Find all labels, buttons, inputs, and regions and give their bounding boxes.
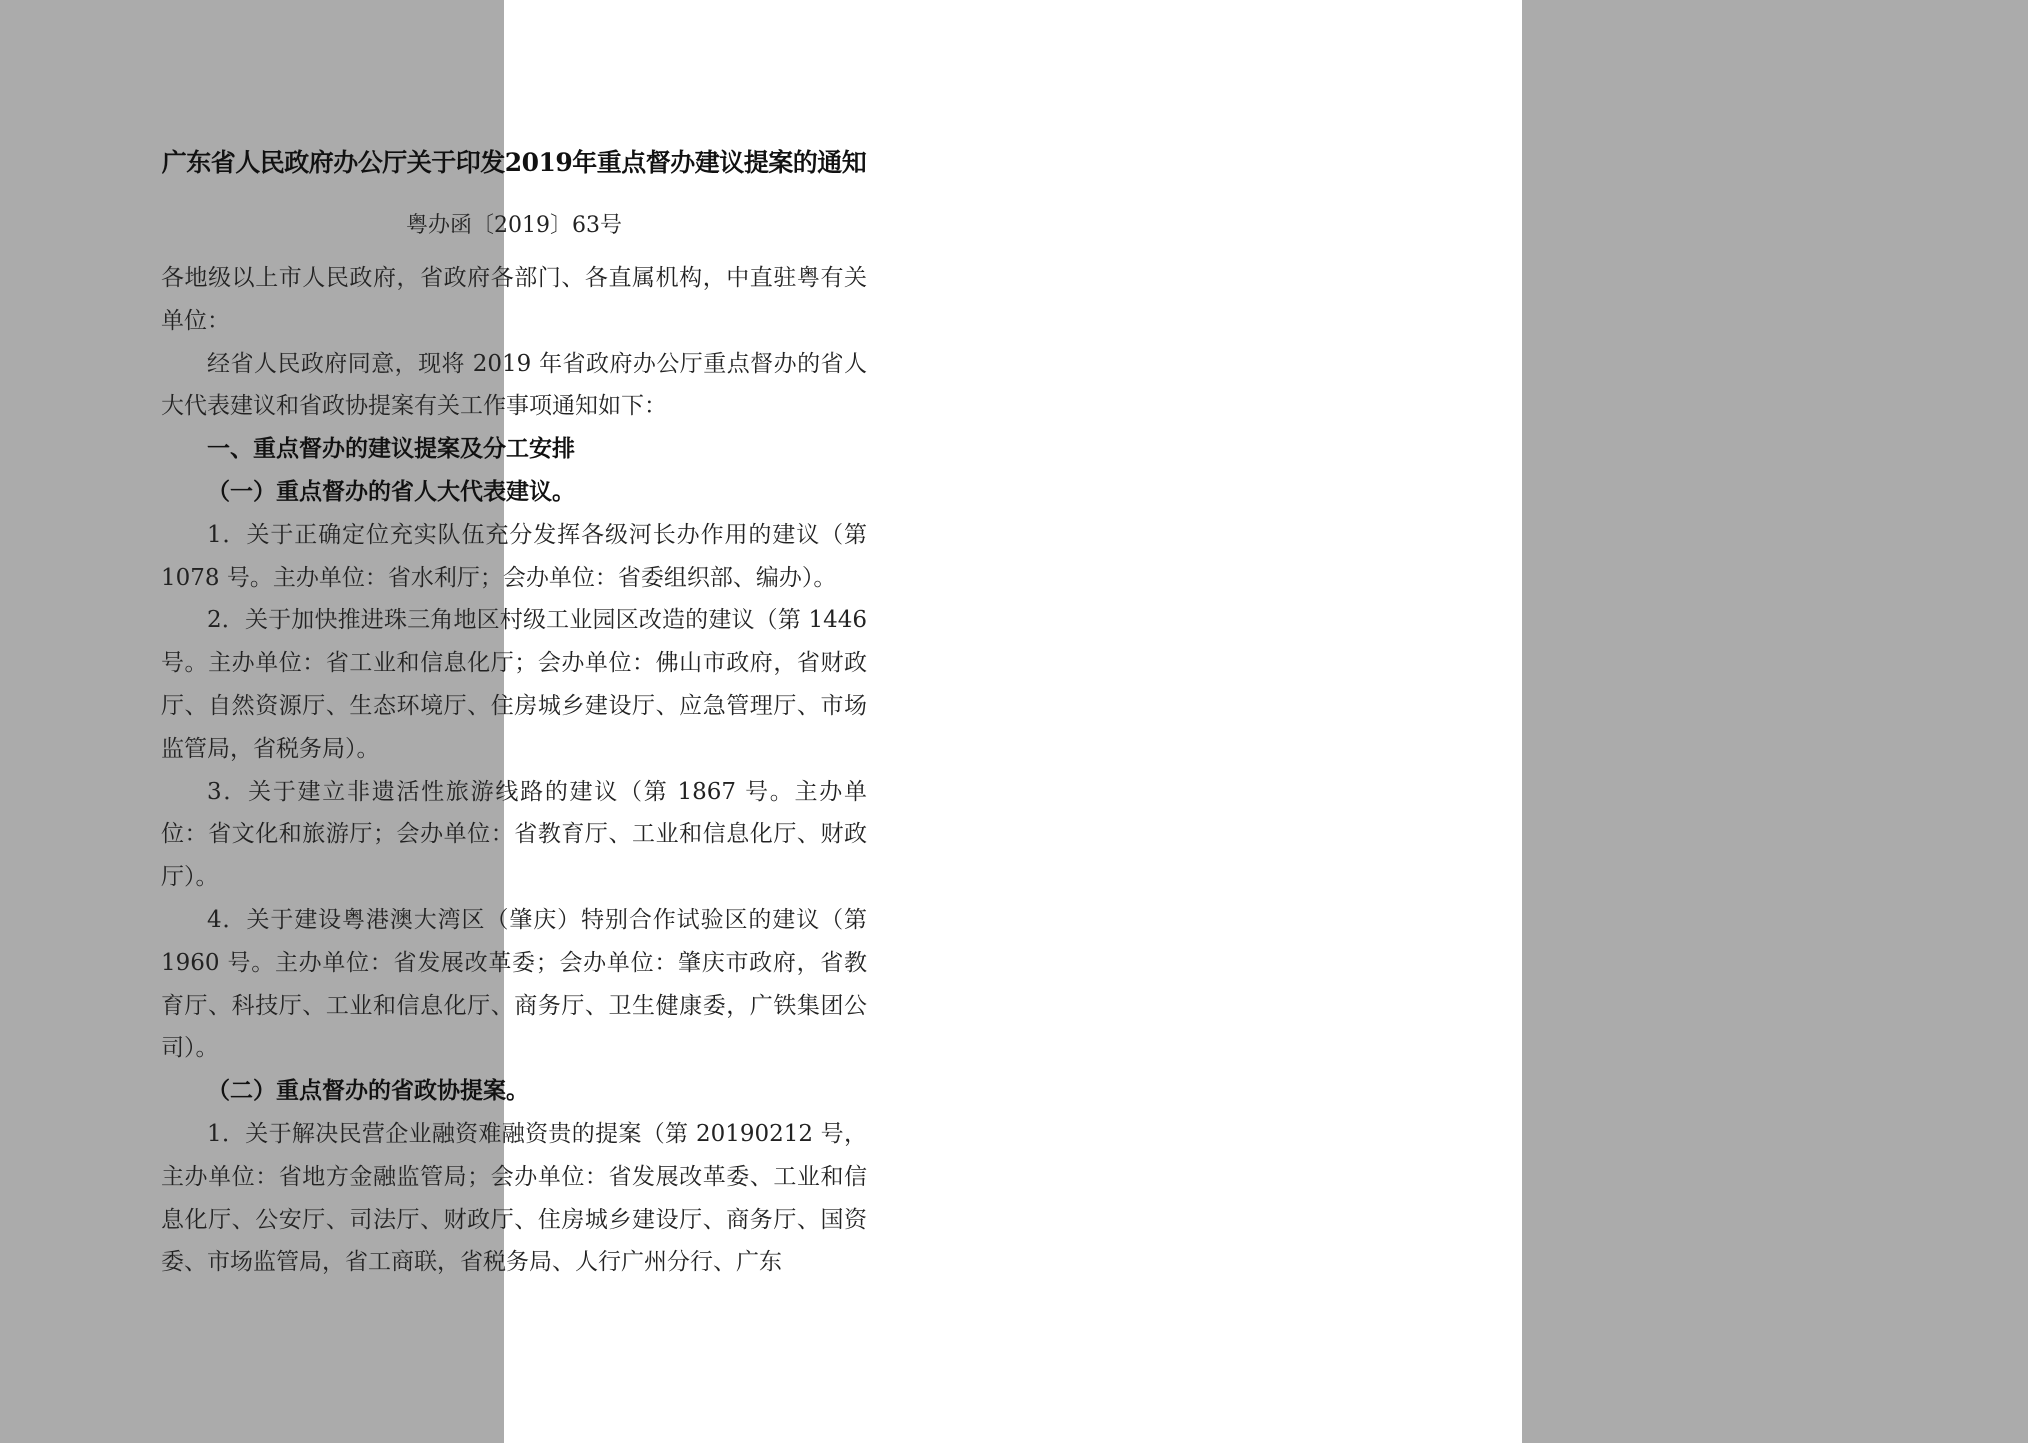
document-title: 广东省人民政府办公厅关于印发2019年重点督办建议提案的通知 [161,148,867,177]
section-heading: 一、重点督办的建议提案及分工安排 [207,435,575,463]
list-item: 3．关于建立非遗活性旅游线路的建议（第 1867 号。主办单位：省文化和旅游厅；会办单位：省教育厅、工业和信息化厅、财政厅）。 [161,778,867,891]
intro-paragraph: 经省人民政府同意，现将 2019 年省政府办公厅重点督办的省人大代表建议和省政协提案有关工作事项通知如下： [161,350,867,420]
list-item: 2．关于加快推进珠三角地区村级工业园区改造的建议（第 1446 号。主办单位：省工业和信息化厅；会办单位：佛山市政府，省财政厅、自然资源厅、生态环境厅、住房城乡建设厅、应急管理厅、市场监管局，省税务局）。 [161,607,867,762]
addressee: 各地级以上市人民政府，省政府各部门、各直属机构，中直驻粤有关单位： [161,265,867,334]
document-number: 粤办函〔2019〕63号 [406,213,622,238]
subsection-heading: （二）重点督办的省政协提案。 [207,1077,529,1105]
document-body [161,257,867,1284]
list-item: 1．关于解决民营企业融资难融资贵的提案（第 20190212 号，主办单位：省地方金融监管局；会办单位：省发展改革委、工业和信息化厅、公安厅、司法厅、财政厅、住房城乡建设厅、商务厅、国资委、市场监管局，省工商联，省税务局、人行广州分行、广东 [161,1120,867,1276]
list-item: 4．关于建设粤港澳大湾区（肇庆）特别合作试验区的建议（第 1960 号。主办单位：省发展改革委；会办单位：肇庆市政府，省教育厅、科技厅、工业和信息化厅、商务厅、卫生健康委，广铁集团公司）。 [161,906,867,1062]
list-item: 1．关于正确定位充实队伍充分发挥各级河长办作用的建议（第 1078 号。主办单位：省水利厅；会办单位：省委组织部、编办）。 [161,521,867,591]
subsection-heading: （一）重点督办的省人大代表建议。 [207,477,575,505]
